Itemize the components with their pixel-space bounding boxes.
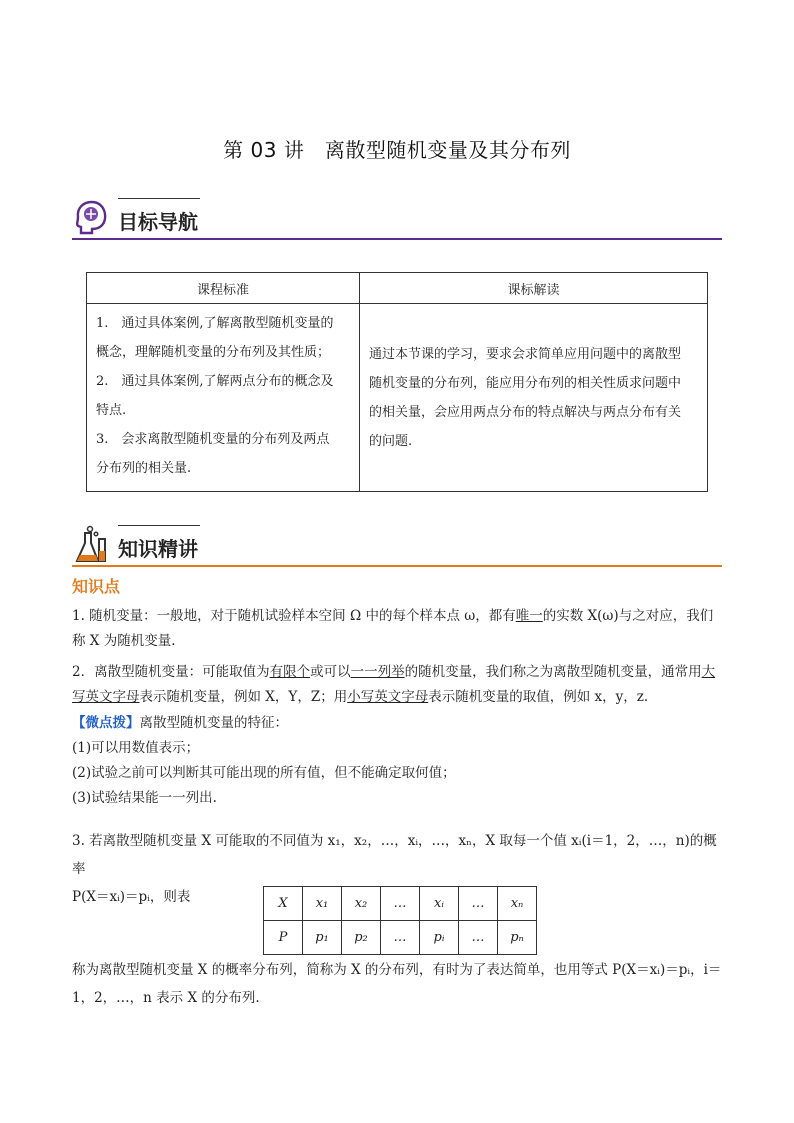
table-row xyxy=(264,921,537,955)
standards-line: 1. 通过具体案例,了解离散型随机变量的 xyxy=(96,316,334,331)
standards-text xyxy=(88,305,358,487)
standards-line: 3. 会求离散型随机变量的分布列及两点 xyxy=(96,432,330,447)
tip-block xyxy=(72,711,724,811)
interpretation-text xyxy=(361,336,706,460)
table-cell: … xyxy=(459,921,498,955)
section-header-knowledge xyxy=(72,525,722,567)
section-underline-knowledge xyxy=(72,565,722,567)
section-underline-goals xyxy=(72,238,722,240)
column-header-standards: 课程标准 xyxy=(87,273,360,304)
tip-item: (3)试验结果能一一列出. xyxy=(72,790,217,806)
standards-cell xyxy=(87,304,360,492)
text-span: 表示随机变量的取值，例如 x，y，z. xyxy=(428,689,649,705)
text-line xyxy=(72,604,724,629)
text-span: 的随机变量，我们称之为离散型随机变量，通常用 xyxy=(404,664,702,680)
standards-line: 特点. xyxy=(96,403,127,418)
tip-label: 【微点拨】 xyxy=(72,715,140,731)
column-header-interpretation: 课标解读 xyxy=(360,273,708,304)
section-header-goals xyxy=(72,198,722,240)
tip-text: 离散型随机变量的特征： xyxy=(139,715,288,731)
text-line: 1，2，…，n 表示 X 的分布列. xyxy=(72,990,260,1006)
table-cell: xᵢ xyxy=(420,887,459,921)
table-cell: P xyxy=(264,921,303,955)
page-title: 第 03 讲 离散型随机变量及其分布列 xyxy=(223,138,571,162)
goal-table xyxy=(86,272,708,492)
distribution-table xyxy=(263,886,537,955)
underlined-term: 唯一 xyxy=(515,608,543,624)
table-cell: xₙ xyxy=(498,887,537,921)
paragraph-random-variable xyxy=(72,604,724,654)
text-line: 3. 若离散型随机变量 X 可能取的不同值为 x₁，x₂，…，xᵢ，…，xₙ，X 取每一个值 xᵢ(i＝1，2，…，n)的概率 xyxy=(72,833,717,877)
paragraph-distribution-definition xyxy=(72,956,724,1012)
table-cell: p₂ xyxy=(342,921,381,955)
underlined-term: 一一列举 xyxy=(350,664,405,680)
section-title-goals: 目标导航 xyxy=(118,210,198,234)
underlined-term: 小写英文字母 xyxy=(347,689,429,705)
text-line: 称为离散型随机变量 X 的概率分布列，简称为 X 的分布列，有时为了表达简单，也用等式 P(X＝xᵢ)＝pᵢ，i＝ xyxy=(72,962,722,978)
interpretation-cell xyxy=(360,304,708,492)
standards-line: 2. 通过具体案例,了解两点分布的概念及 xyxy=(96,374,334,389)
knowledge-point-label: 知识点 xyxy=(72,577,121,596)
table-row xyxy=(264,887,537,921)
text-line: P(X＝xᵢ)＝pᵢ，则表 xyxy=(72,889,191,905)
text-span: 2．离散型随机变量：可能取值为 xyxy=(72,664,270,680)
text-span: 表示随机变量，例如 X，Y，Z；用 xyxy=(139,689,348,705)
head-brain-icon xyxy=(72,198,112,238)
table-cell: x₂ xyxy=(342,887,381,921)
table-cell: … xyxy=(381,887,420,921)
standards-line: 分布列的相关量. xyxy=(96,461,192,476)
table-cell: … xyxy=(459,887,498,921)
text-span: 1. 随机变量：一般地，对于随机试验样本空间 Ω 中的每个样本点 ω，都有 xyxy=(72,608,516,624)
flask-icon xyxy=(72,525,112,565)
interpretation-line: 通过本节课的学习，要求会求简单应用问题中的离散型 xyxy=(369,346,682,362)
text-span: 或可以 xyxy=(310,664,351,680)
underlined-term: 大写英文字母 xyxy=(72,664,716,705)
paragraph-discrete-variable xyxy=(72,660,724,710)
tip-item: (1)可以用数值表示； xyxy=(72,740,200,756)
table-cell: pᵢ xyxy=(420,921,459,955)
text-span: 的实数 X(ω)与之对应，我们 xyxy=(542,608,714,624)
table-cell: pₙ xyxy=(498,921,537,955)
table-cell: x₁ xyxy=(303,887,342,921)
standards-line: 概念，理解随机变量的分布列及其性质； xyxy=(96,345,331,360)
table-cell: … xyxy=(381,921,420,955)
header-top-rule xyxy=(118,198,200,199)
interpretation-line: 的问题. xyxy=(369,433,413,449)
interpretation-line: 的相关量，会应用两点分布的特点解决与两点分布有关 xyxy=(369,404,682,420)
tip-heading xyxy=(72,711,724,736)
interpretation-line: 随机变量的分布列，能应用分布列的相关性质求问题中 xyxy=(369,375,682,391)
header-top-rule xyxy=(118,525,200,526)
section-title-knowledge: 知识精讲 xyxy=(118,537,198,561)
tip-item: (2)试验之前可以判断其可能出现的所有值，但不能确定取何值； xyxy=(72,765,456,781)
table-cell: X xyxy=(264,887,303,921)
text-line: 称 X 为随机变量. xyxy=(72,633,176,649)
table-cell: p₁ xyxy=(303,921,342,955)
underlined-term: 有限个 xyxy=(269,664,311,680)
